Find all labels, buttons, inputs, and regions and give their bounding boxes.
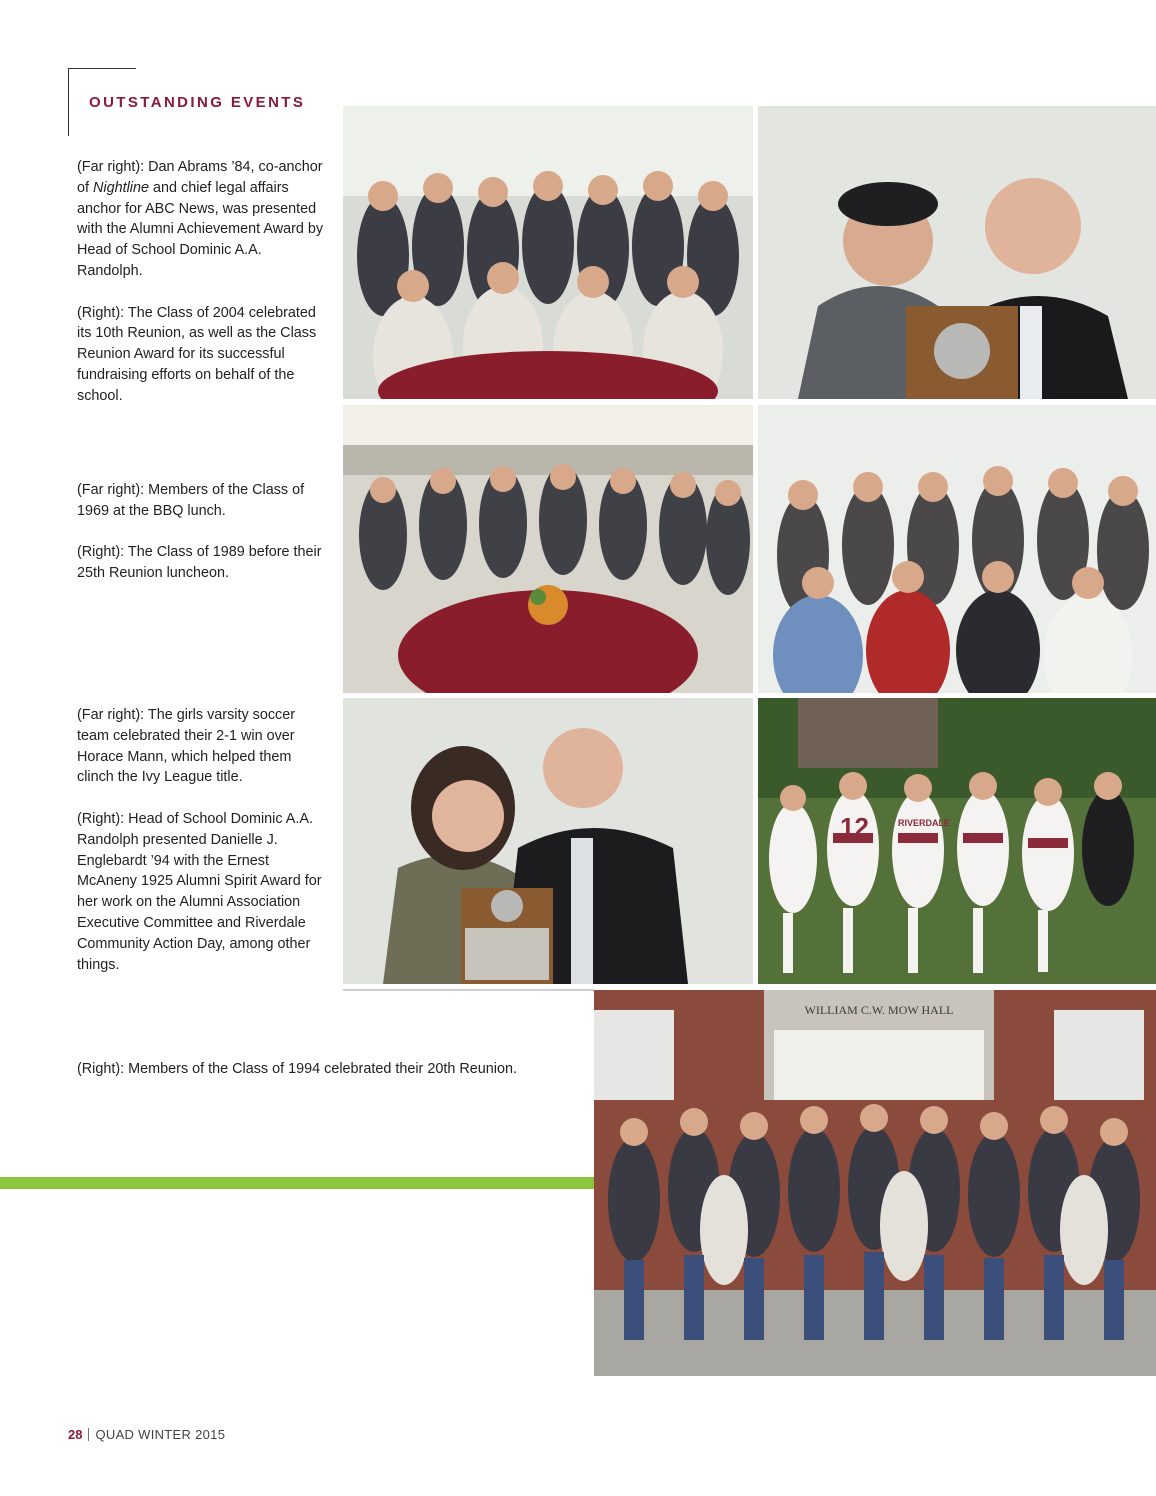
publication-name: QUAD WINTER 2015 (95, 1427, 226, 1442)
caption-class-1994: (Right): Members of the Class of 1994 celebrated their 20th Reunion. (77, 1061, 517, 1077)
photo-class-2004 (343, 106, 753, 399)
photo-class-1969 (758, 405, 1156, 693)
section-title: OUTSTANDING EVENTS (89, 94, 306, 111)
caption-class-2004: (Right): The Class of 2004 celebrated its 10th Reunion, as well as the Class Reunion Award for its successful fundraising efforts on behalf of the school. (77, 304, 317, 404)
corner-rule-vertical (68, 68, 69, 136)
caption-soccer: (Far right): The girls varsity soccer team celebrated their 2-1 win over Horace Mann, which helped them clinch the Ivy League title. (77, 707, 296, 786)
caption-group-2 (77, 480, 329, 584)
caption-dan-abrams: (Far right): Dan Abrams ’84, co-anchor of Nightline and chief legal affairs anchor for ABC News, was presented with the Alumni Achievement Award by Head of School Dominic A.A. Randolph. (77, 159, 324, 279)
soccer-jersey-number: 12 (840, 812, 869, 842)
building-sign: WILLIAM C.W. MOW HALL (804, 1003, 954, 1017)
caption-group-3 (77, 705, 329, 975)
footer-separator (88, 1428, 89, 1441)
corner-rule-horizontal (68, 68, 136, 69)
soccer-jersey-team: RIVERDALE (898, 818, 951, 828)
photo-divider (343, 989, 594, 991)
caption-class-1989: (Right): The Class of 1989 before their 25th Reunion luncheon. (77, 544, 322, 582)
green-accent-bar (0, 1177, 594, 1189)
caption-class-1969: (Far right): Members of the Class of 1969 at the BBQ lunch. (77, 482, 305, 519)
photo-class-1994 (594, 990, 1156, 1376)
photo-girls-soccer (758, 698, 1156, 984)
page-number: 28 (68, 1427, 83, 1442)
caption-italic-nightline: Nightline (93, 179, 149, 196)
photo-class-1989 (343, 405, 753, 693)
caption-group-1 (77, 157, 329, 407)
caption-englebardt: (Right): Head of School Dominic A.A. Randolph presented Danielle J. Englebardt ’94 with the Ernest McAneny 1925 Alumni Spirit Award for her work on the Alumni Association Executive Committee and Riverdale Community Action Day, among other things. (77, 810, 322, 973)
page-footer (68, 1427, 225, 1442)
photo-dan-abrams (758, 106, 1156, 399)
caption-group-4 (77, 1059, 577, 1080)
photo-englebardt-award (343, 698, 753, 984)
